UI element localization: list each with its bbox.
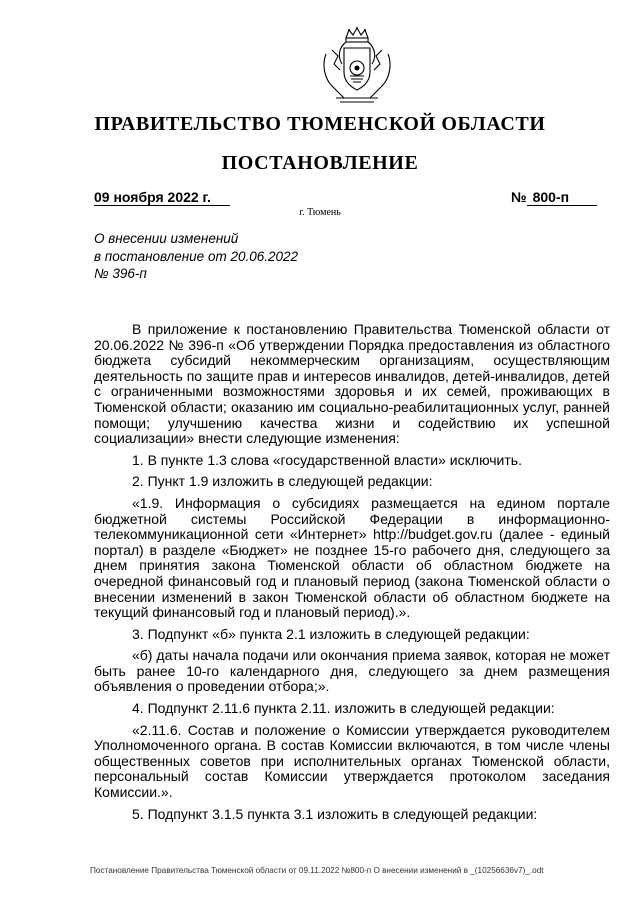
document-city: г. Тюмень xyxy=(299,207,341,218)
body-paragraph: 1. В пункте 1.3 слова «государственной власти» исключить. xyxy=(132,451,522,468)
body-paragraph: «1.9. Информация о субсидиях размещается на едином портале бюджетной системы Российской Федерации в информационно-телекоммуникационной сети «Интернет» http://budget.gov.ru (далее - единый портал) в разделе «Бюджет» не позднее 15-го рабочего дня, следующего за днем принятия закона Тюменской области об областном бюджете на очередной финансовый год и плановый период (закона Тюменской области о внесении изменений в закон Тюменской области об областном бюджете на текущий финансовый год и плановый период).». xyxy=(94,494,610,621)
body-paragraph: 2. Пункт 1.9 изложить в следующей редакции: xyxy=(132,473,433,490)
body-paragraph: 5. Подпункт 3.1.5 пункта 3.1 изложить в следующей редакции: xyxy=(132,805,538,822)
body-paragraph: В приложение к постановлению Правительства Тюменской области от 20.06.2022 № 396-п «Об утверждении Порядка предоставления из областного бюджета субсидий некоммерческим организациям, осуществляющим деятельность по защите прав и интересов инвалидов, детей-инвалидов, детей с ограниченными возможностями здоровья и их семей, проживающих в Тюменской области; оказанию им социально-реабилитационных услуг, ранней помощи; улучшению качества жизни и содействию их успешной социализации» внести следующие изменения: xyxy=(94,321,610,447)
subject-line: О внесении изменений xyxy=(94,231,239,246)
number-label: № xyxy=(511,189,527,205)
coat-of-arms-icon xyxy=(316,24,398,106)
body-paragraph: 3. Подпункт «б» пункта 2.1 изложить в следующей редакции: xyxy=(132,625,530,642)
body-paragraph: «б) даты начала подачи или окончания приема заявок, которая не может быть ранее 10-го календарного дня, следующего за днем размещения объявления о проведении отбора;». xyxy=(94,647,610,695)
number-value: 800-п xyxy=(527,189,597,206)
body-paragraph: 4. Подпункт 2.11.6 пункта 2.11. изложить в следующей редакции: xyxy=(132,700,555,717)
page-footer: Постановление Правительства Тюменской области от 09.11.2022 №800-п О внесении изменений в _(10256636v7)_.odt xyxy=(90,866,544,875)
document-body xyxy=(94,322,610,828)
document-subject xyxy=(94,230,354,283)
subject-line: в постановление от 20.06.2022 xyxy=(94,248,299,264)
subject-line: № 396-п xyxy=(94,266,147,281)
document-type: ПОСТАНОВЛЕНИЕ xyxy=(221,152,419,174)
organization-title: ПРАВИТЕЛЬСТВО ТЮМЕНСКОЙ ОБЛАСТИ xyxy=(94,113,546,135)
body-paragraph: «2.11.6. Состав и положение о Комиссии утверждается руководителем Уполномоченного органа. В состав Комиссии включаются, в том числе члены общественных советов при исполнительных органах Тюменской области, персональный состав Комиссии утверждается протоколом заседания Комиссии.». xyxy=(94,721,610,801)
document-number xyxy=(511,189,597,206)
document-date: 09 ноября 2022 г. xyxy=(94,189,230,206)
